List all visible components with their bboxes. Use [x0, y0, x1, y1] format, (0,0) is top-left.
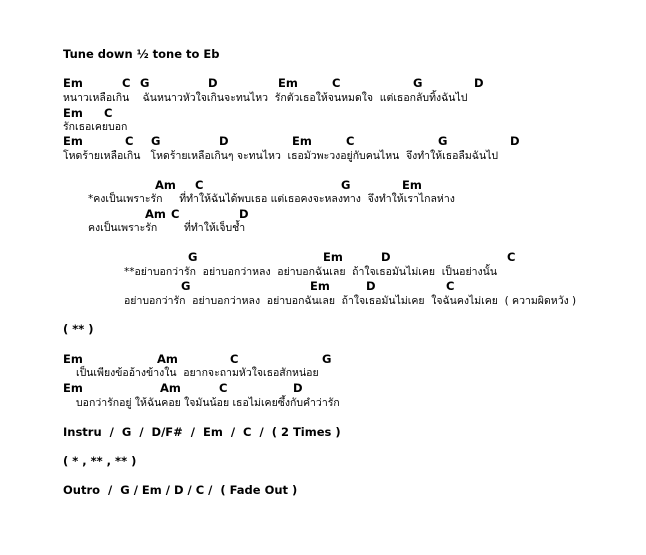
chord: D	[366, 279, 376, 293]
lyric-line: *คงเป็นเพราะรัก ที่ทำให้ฉันได้พบเธอ แต่เธอคงจะหลงทาง จึงทำให้เราไกลห่าง	[88, 193, 455, 205]
chord: C	[122, 76, 131, 90]
chord: G	[151, 134, 161, 148]
chord: Em	[292, 134, 312, 148]
chord: Em	[323, 250, 343, 264]
chord: C	[507, 250, 516, 264]
chord: G	[322, 352, 332, 366]
chord: C	[219, 381, 228, 395]
lyric-line: รักเธอเคยบอก	[63, 121, 128, 133]
chord: G	[181, 279, 191, 293]
chord-row	[0, 134, 646, 148]
lyric-line: คงเป็นเพราะรัก ที่ทำให้เจ็บช้ำ	[88, 222, 246, 234]
chord: Em	[278, 76, 298, 90]
chord-row	[0, 106, 646, 120]
chord: Em	[63, 352, 83, 366]
chord: C	[230, 352, 239, 366]
chord: C	[446, 279, 455, 293]
chord: G	[438, 134, 448, 148]
lyric-line: **อย่าบอกว่ารัก อย่าบอกว่าหลง อย่าบอกฉันเลย ถ้าใจเธอมันไม่เคย เป็นอย่างนั้น	[124, 266, 497, 278]
chord: Am	[157, 352, 178, 366]
tuning-note: Tune down ½ tone to Eb	[63, 47, 220, 61]
repeat-marker: ( ** )	[63, 322, 94, 336]
chord: Am	[155, 178, 176, 192]
chord: Em	[310, 279, 330, 293]
lyric-line: หนาวเหลือเกิน ฉันหนาวหัวใจเกินจะทนไหว รักตัวเธอให้จนหมดใจ แต่เธอกลับทิ้งฉันไป	[63, 92, 468, 104]
chord: Am	[160, 381, 181, 395]
chord: G	[341, 178, 351, 192]
chord-row	[0, 76, 646, 90]
chord: C	[171, 207, 180, 221]
chord-row	[0, 279, 646, 293]
chord-row	[0, 178, 646, 192]
chord: D	[239, 207, 249, 221]
lyric-line: เป็นเพียงข้ออ้างข้างใน อยากจะถามหัวใจเธอสักหน่อย	[76, 367, 319, 379]
chord: C	[332, 76, 341, 90]
lyric-line: บอกว่ารักอยู่ ให้ฉันคอย ใจมันน้อย เธอไม่เคยซึ้งกับคำว่ารัก	[76, 397, 340, 409]
chord-row	[0, 352, 646, 366]
chord-row	[0, 250, 646, 264]
chord: Em	[63, 381, 83, 395]
chord: Em	[402, 178, 422, 192]
chord: D	[510, 134, 520, 148]
lyric-line: โหดร้ายเหลือเกิน โหดร้ายเหลือเกินๆ จะทนไหว เธอมัวพะวงอยู่กับคนไหน จึงทำให้เธอลืมฉันไป	[63, 150, 499, 162]
chord: C	[125, 134, 134, 148]
repeat-marker: ( * , ** , ** )	[63, 454, 137, 468]
chord: C	[346, 134, 355, 148]
chord: D	[208, 76, 218, 90]
chord: G	[413, 76, 423, 90]
lyric-line: อย่าบอกว่ารัก อย่าบอกว่าหลง อย่าบอกฉันเลย ถ้าใจเธอมันไม่เคย ใจฉันคงไม่เคย ( ความผิดหวัง )	[124, 295, 577, 307]
chord: Am	[145, 207, 166, 221]
outro-line: Outro / G / Em / D / C / ( Fade Out )	[63, 483, 298, 497]
chord: D	[293, 381, 303, 395]
chord: Em	[63, 76, 83, 90]
chord: C	[104, 106, 113, 120]
chord-row	[0, 207, 646, 221]
chord: C	[195, 178, 204, 192]
chord-row	[0, 381, 646, 395]
chord: D	[381, 250, 391, 264]
chord: D	[219, 134, 229, 148]
chord: Em	[63, 106, 83, 120]
chord: Em	[63, 134, 83, 148]
chord: D	[474, 76, 484, 90]
chord: G	[140, 76, 150, 90]
instrumental-line: Instru / G / D/F# / Em / C / ( 2 Times )	[63, 425, 341, 439]
chord: G	[188, 250, 198, 264]
